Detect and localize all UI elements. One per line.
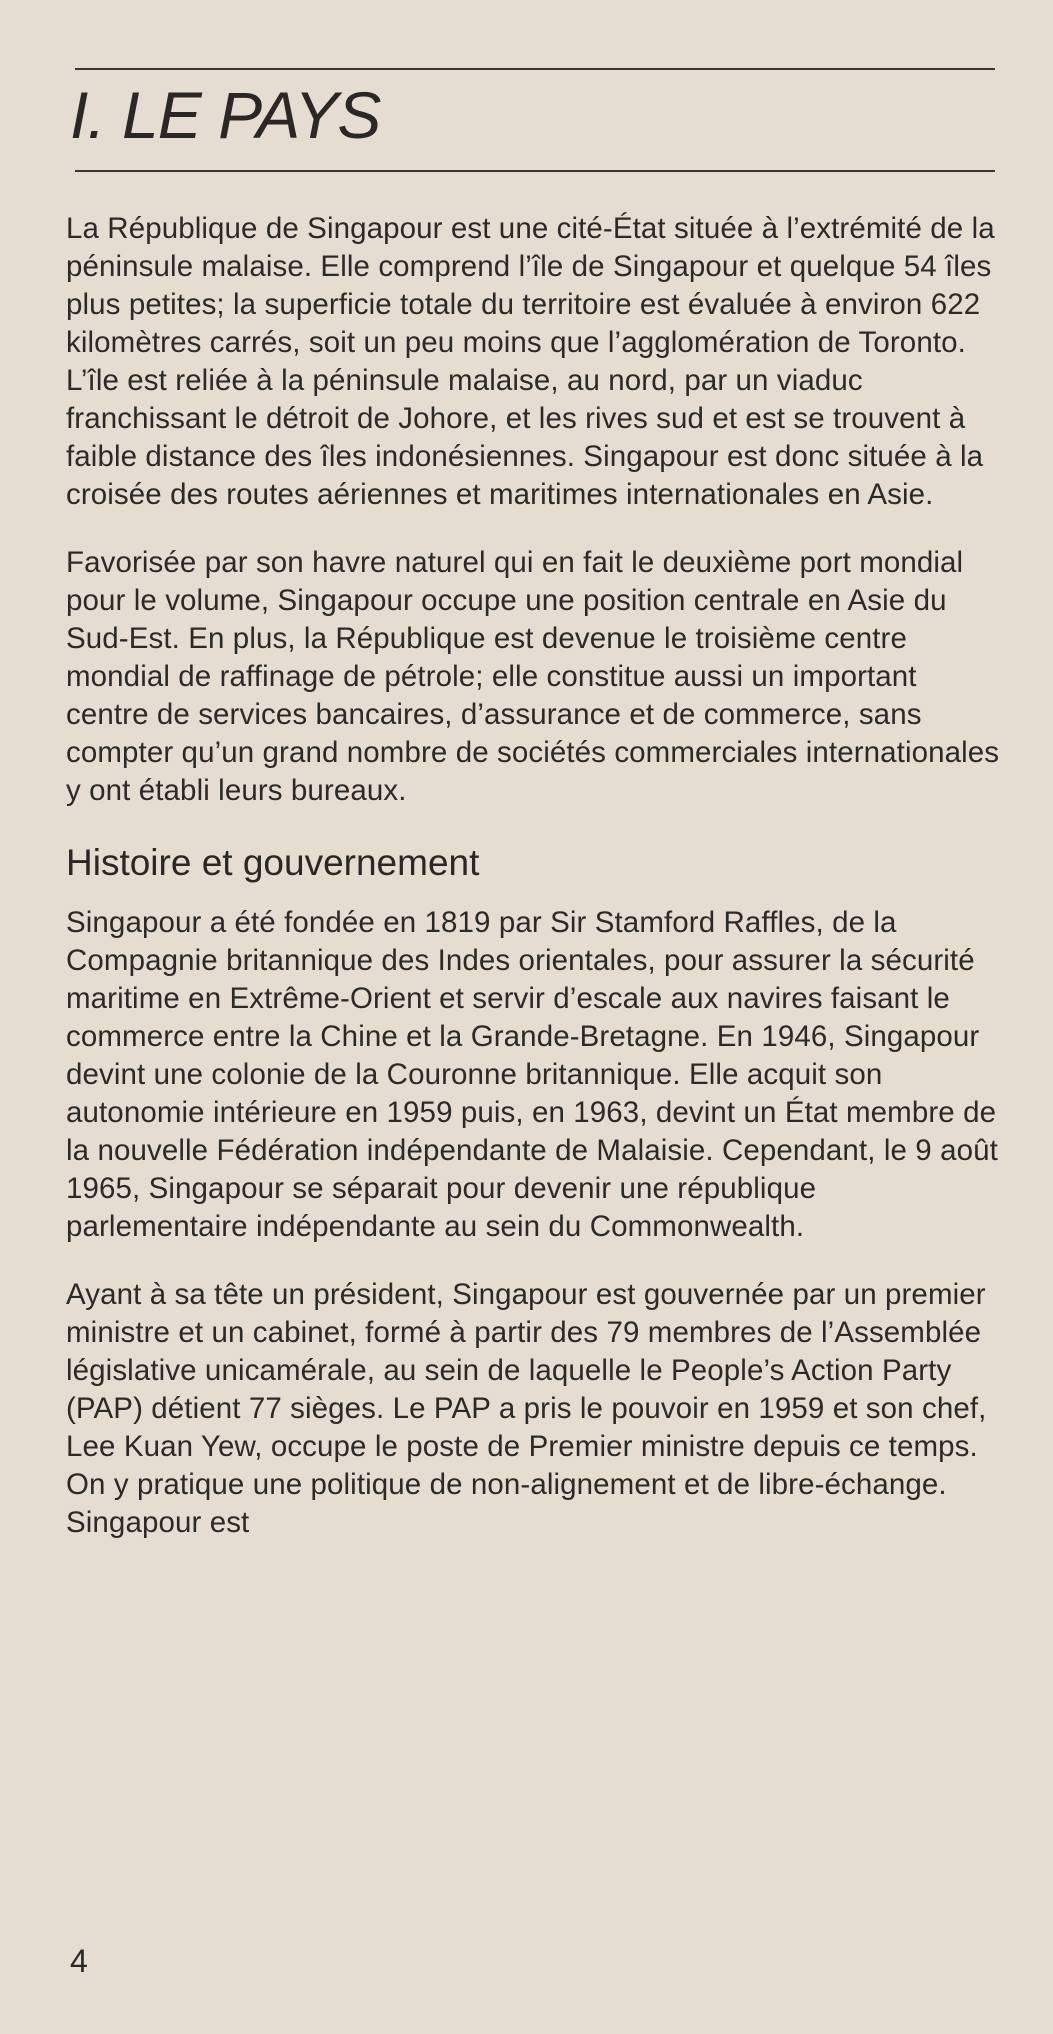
paragraph-intro-2: Favorisée par son havre naturel qui en fait le deuxième port mondial pour le volume, Singapour occupe une position centrale en Asie du Sud-Est. En plus, la République est devenue le troisième centre mondial de raffinage de pétrole; elle constitue aussi un important centre de services bancaires, d’assurance et de commerce, sans compter qu’un grand nombre de sociétés commerciales internationales y ont établi leurs bureaux. [66, 546, 1000, 807]
paragraph-history-2: Ayant à sa tête un président, Singapour est gouvernée par un premier ministre et un cabinet, formé à partir des 79 membres de l’Assemblée législative unicamérale, au sein de laquelle le People’s Action Party (PAP) détient 77 sièges. Le PAP a pris le pouvoir en 1959 et son chef, Lee Kuan Yew, occupe le poste de Premier ministre depuis ce temps. On y pratique une politique de non-alignement et de libre-échange. Singapour est [66, 1278, 987, 1539]
title-rule-top [75, 68, 995, 70]
section-heading: Histoire et gouvernement [66, 842, 480, 883]
paragraph-history-1: Singapour a été fondée en 1819 par Sir Stamford Raffles, de la Compagnie britannique des Indes orientales, pour assurer la sécurité maritime en Extrême-Orient et servir d’escale aux navires faisant le commerce entre la Chine et la Grande-Bretagne. En 1946, Singapour devint une colonie de la Couronne britannique. Elle acquit son autonomie intérieure en 1959 puis, en 1963, devint un État membre de la nouvelle Fédération indépendante de Malaisie. Cependant, le 9 août 1965, Singapour se séparait pour devenir une république parlementaire indépendante au sein du Commonwealth. [66, 906, 998, 1243]
page-content [66, 210, 1006, 1572]
title-rule-bottom [75, 170, 995, 172]
page-title: I. LE PAYS [70, 78, 381, 152]
page-number: 4 [70, 1943, 88, 1979]
paragraph-intro-1: La République de Singapour est une cité-État située à l’extrémité de la péninsule malaise. Elle comprend l’île de Singapour et quelque 54 îles plus petites; la superficie totale du territoire est évaluée à environ 622 kilomètres carrés, soit un peu moins que l’agglomération de Toronto. L’île est reliée à la péninsule malaise, au nord, par un viaduc franchissant le détroit de Johore, et les rives sud et est se trouvent à faible distance des îles indonésiennes. Singapour est donc située à la croisée des routes aériennes et maritimes internationales en Asie. [66, 212, 995, 511]
